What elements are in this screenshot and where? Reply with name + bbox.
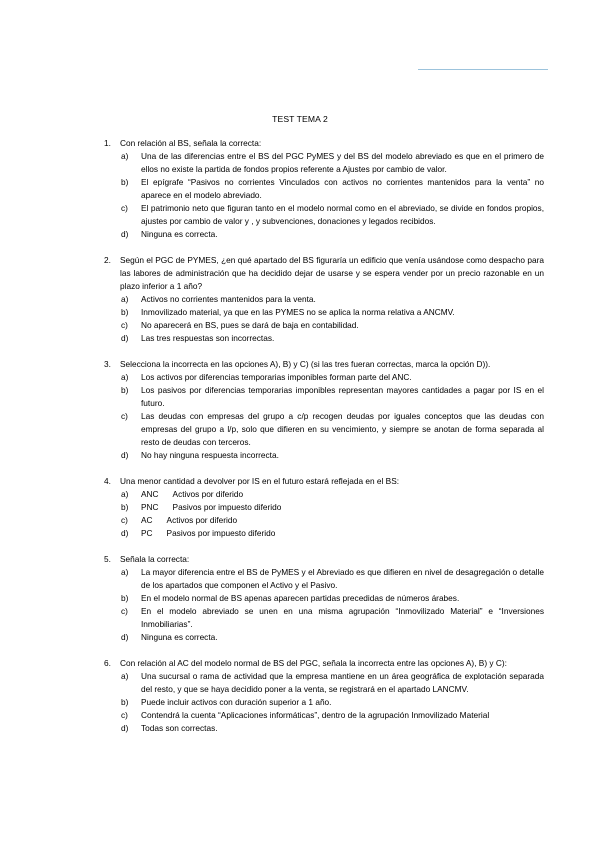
option-text: En el modelo abreviado se unen en una misma agrupación “Inmovilizado Material” e “Inversiones Inmobiliarias”.	[141, 606, 544, 629]
question-text: Una menor cantidad a devolver por IS en el futuro estará reflejada en el BS:	[120, 476, 400, 486]
question-4	[104, 475, 544, 540]
option-text: Las tres respuestas son incorrectas.	[141, 333, 275, 343]
question-list	[104, 137, 544, 748]
answer-option	[104, 527, 544, 540]
question-3	[104, 358, 544, 462]
question-text: Señala la correcta:	[120, 554, 190, 564]
option-letter: d)	[121, 333, 129, 343]
option-text: Los pasivos por diferencias temporarias imponibles representan mayores cantidades a pagar por IS en el futuro.	[141, 385, 544, 408]
question-text: Con relación al BS, señala la correcta:	[120, 138, 262, 148]
answer-option	[104, 488, 544, 501]
option-letter: a)	[121, 489, 129, 499]
option-letter: c)	[121, 320, 128, 330]
option-letter: d)	[121, 723, 129, 733]
option-letter: b)	[121, 697, 129, 707]
answer-option	[104, 501, 544, 514]
answer-option	[104, 293, 544, 306]
option-letter: d)	[121, 528, 129, 538]
answer-option	[104, 566, 544, 592]
option-text: Ninguna es correcta.	[141, 632, 218, 642]
answer-option	[104, 202, 544, 228]
option-text: El epígrafe “Pasivos no corrientes Vinculados con activos no corrientes mantenidos para la venta” no aparece en el modelo abreviado.	[141, 177, 544, 200]
answer-option	[104, 449, 544, 462]
answer-option	[104, 722, 544, 735]
option-letter: b)	[121, 502, 129, 512]
question-number: 5.	[104, 554, 111, 564]
option-text: Una de las diferencias entre el BS del PGC PyMES y del BS del modelo abreviado es que en el primero de ellos no existe la partida de fondos propios referente a Ajustes por cambio de valor.	[141, 151, 544, 174]
option-letter: a)	[121, 671, 129, 681]
answer-option	[104, 150, 544, 176]
option-letter: c)	[121, 411, 128, 421]
answer-option	[104, 709, 544, 722]
option-letter: b)	[121, 385, 129, 395]
option-text: No aparecerá en BS, pues se dará de baja en contabilidad.	[141, 320, 359, 330]
answer-option	[104, 371, 544, 384]
question-5	[104, 553, 544, 644]
header-rule	[418, 69, 548, 70]
option-text: No hay ninguna respuesta incorrecta.	[141, 450, 279, 460]
option-abbreviation: ANC	[141, 489, 159, 499]
page-title: TEST TEMA 2	[272, 114, 328, 124]
option-text: Inmovilizado material, ya que en las PYMES no se aplica la norma relativa a ANCMV.	[141, 307, 455, 317]
question-6	[104, 657, 544, 735]
question-2	[104, 254, 544, 345]
option-letter: b)	[121, 593, 129, 603]
option-text: Activos por diferido	[172, 489, 244, 499]
answer-option	[104, 631, 544, 644]
option-letter: d)	[121, 229, 129, 239]
question-number: 4.	[104, 476, 111, 486]
option-text: Ninguna es correcta.	[141, 229, 218, 239]
answer-option	[104, 228, 544, 241]
option-text: Contendrá la cuenta “Aplicaciones informáticas”, dentro de la agrupación Inmovilizado Material	[141, 710, 490, 720]
option-text: Los activos por diferencias temporarias imponibles forman parte del ANC.	[141, 372, 412, 382]
option-text: Puede incluir activos con duración superior a 1 año.	[141, 697, 332, 707]
answer-option	[104, 332, 544, 345]
option-letter: c)	[121, 203, 128, 213]
option-text: El patrimonio neto que figuran tanto en el modelo normal como en el abreviado, se divide en fondos propios, ajustes por cambio de valor y , y subvenciones, donaciones y legados recibidos.	[141, 203, 544, 226]
question-number: 2.	[104, 255, 111, 265]
answer-option	[104, 592, 544, 605]
option-text: Activos por diferido	[166, 515, 238, 525]
option-letter: a)	[121, 567, 129, 577]
question-number: 3.	[104, 359, 111, 369]
option-text: En el modelo normal de BS apenas aparecen partidas precedidas de números árabes.	[141, 593, 460, 603]
answer-option	[104, 306, 544, 319]
question-number: 1.	[104, 138, 111, 148]
option-text: Las deudas con empresas del grupo a c/p recogen deudas por iguales conceptos que las deudas con empresas del grupo a l/p, solo que difieren en su vencimiento, y siempre se anotan de forma separada al resto de deudas con terceros.	[141, 411, 544, 447]
option-text: Todas son correctas.	[141, 723, 218, 733]
option-abbreviation: AC	[141, 515, 153, 525]
option-letter: b)	[121, 307, 129, 317]
answer-option	[104, 514, 544, 527]
option-abbreviation: PNC	[141, 502, 159, 512]
question-text: Con relación al AC del modelo normal de BS del PGC, señala la incorrecta entre las opciones A), B) y C):	[120, 658, 507, 668]
answer-option	[104, 670, 544, 696]
option-letter: b)	[121, 177, 129, 187]
option-letter: a)	[121, 151, 129, 161]
answer-option	[104, 176, 544, 202]
answer-option	[104, 605, 544, 631]
question-1	[104, 137, 544, 241]
option-letter: d)	[121, 632, 129, 642]
answer-option	[104, 696, 544, 709]
option-letter: a)	[121, 372, 129, 382]
answer-option	[104, 319, 544, 332]
option-letter: c)	[121, 710, 128, 720]
option-letter: a)	[121, 294, 129, 304]
option-text: Pasivos por impuesto diferido	[172, 502, 282, 512]
option-letter: c)	[121, 515, 128, 525]
question-number: 6.	[104, 658, 111, 668]
question-text: Según el PGC de PYMES, ¿en qué apartado del BS figuraría un edificio que venía usándose como despacho para las labores de administración que ha decidido dejar de usarse y se espera vender por un precio razonable en un plazo inferior a 1 año?	[120, 255, 544, 291]
answer-option	[104, 384, 544, 410]
option-text: Pasivos por impuesto diferido	[166, 528, 276, 538]
question-text: Selecciona la incorrecta en las opciones A), B) y C) (si las tres fueran correctas, marca la opción D)).	[120, 359, 491, 369]
option-letter: c)	[121, 606, 128, 616]
option-abbreviation: PC	[141, 528, 153, 538]
option-text: Activos no corrientes mantenidos para la venta.	[141, 294, 316, 304]
option-letter: d)	[121, 450, 129, 460]
answer-option	[104, 410, 544, 449]
option-text: La mayor diferencia entre el BS de PyMES y el Abreviado es que difieren en nivel de desagregación o detalle de los apartados que componen el Activo y el Pasivo.	[141, 567, 544, 590]
option-text: Una sucursal o rama de actividad que la empresa mantiene en un área geográfica de explotación separada del resto, y que se haya decidido poner a la venta, se registrará en el apartado LANCMV.	[141, 671, 544, 694]
